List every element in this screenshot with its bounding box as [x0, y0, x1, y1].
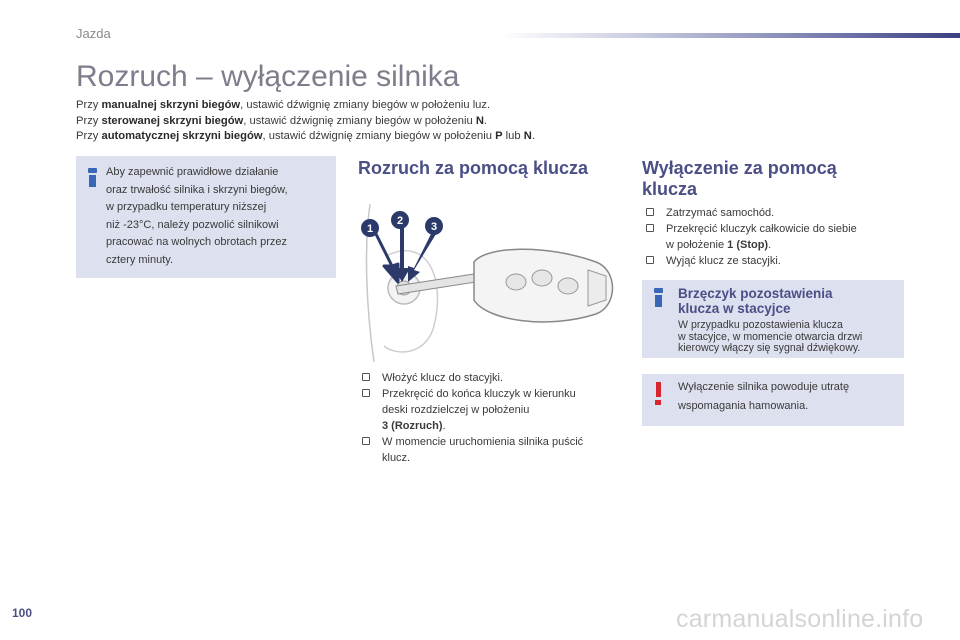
fob-button-trunk	[558, 278, 578, 294]
list-item: Przekręcić do końca kluczyk w kierunku deski rozdzielczej w położeniu 3 (Rozruch).	[358, 386, 628, 434]
warning-text: Wyłączenie silnika powoduje utratę wspomagania hamowania.	[678, 381, 850, 412]
page-number: 100	[12, 606, 33, 620]
list-item: Zatrzymać samochód.	[642, 205, 912, 221]
intro-line-sterowana: Przy sterowanej skrzyni biegów, ustawić dźwignię zmiany biegów w położeniu N.	[76, 114, 488, 127]
list-item: Przekręcić kluczyk całkowicie do siebie w położenie 1 (Stop).	[642, 221, 912, 253]
intro-line-automatic: Przy automatycznej skrzyni biegów, ustawić dźwignię zmiany biegów w położeniu P lub N.	[76, 130, 535, 142]
intro-text	[76, 98, 535, 145]
checkbox-icon	[646, 224, 654, 232]
header-bar	[500, 33, 960, 38]
checkbox-icon	[646, 208, 654, 216]
checkbox-icon	[362, 389, 370, 397]
key-buzzer-text: W przypadku pozostawienia klucza w stacyjce, w momencie otwarcia drzwi kierowcy włączy się sygnał dźwiękowy.	[678, 319, 863, 354]
badge-2-label: 2	[396, 215, 404, 227]
warning-box	[642, 374, 904, 426]
badge-3-label: 3	[430, 221, 438, 233]
checkbox-icon	[646, 256, 654, 264]
key-buzzer-heading: Brzęczyk pozostawienia klucza w stacyjce	[678, 286, 833, 316]
arrow-1	[374, 230, 398, 282]
info-box-text: Aby zapewnić prawidłowe działanie oraz trwałość silnika i skrzyni biegów, w przypadku temperatury niższej niż -23°C, należy pozwolić silnikowi pracować na wolnych obrotach przez cztery minuty.	[106, 166, 288, 266]
key-ignition-illustration	[356, 196, 622, 364]
list-item: Wyjąć klucz ze stacyjki.	[642, 253, 912, 269]
warning-icon	[655, 382, 661, 405]
watermark: carmanualsonline.info	[676, 605, 924, 633]
start-steps	[358, 370, 628, 466]
list-item: Włożyć klucz do stacyjki.	[358, 370, 628, 386]
page-title: Rozruch – wyłączenie silnika	[76, 60, 460, 93]
section-label: Jazda	[76, 26, 111, 41]
info-box-temperature	[76, 156, 336, 278]
info-box-key-buzzer	[642, 280, 904, 358]
checkbox-icon	[362, 437, 370, 445]
stop-heading: Wyłączenie za pomocą klucza	[642, 158, 837, 199]
intro-line-manual: Przy manualnej skrzyni biegów, ustawić dźwignię zmiany biegów w położeniu luz.	[76, 99, 491, 111]
key-fob-flip	[588, 270, 606, 306]
info-icon	[87, 168, 97, 187]
info-icon	[653, 288, 663, 307]
fob-button-lock	[532, 270, 552, 286]
stop-steps	[642, 205, 912, 269]
start-heading: Rozruch za pomocą klucza	[358, 158, 589, 178]
fob-button-unlock	[506, 274, 526, 290]
list-item: W momencie uruchomienia silnika puścić klucz.	[358, 434, 628, 466]
checkbox-icon	[362, 373, 370, 381]
badge-1-label: 1	[366, 223, 374, 235]
